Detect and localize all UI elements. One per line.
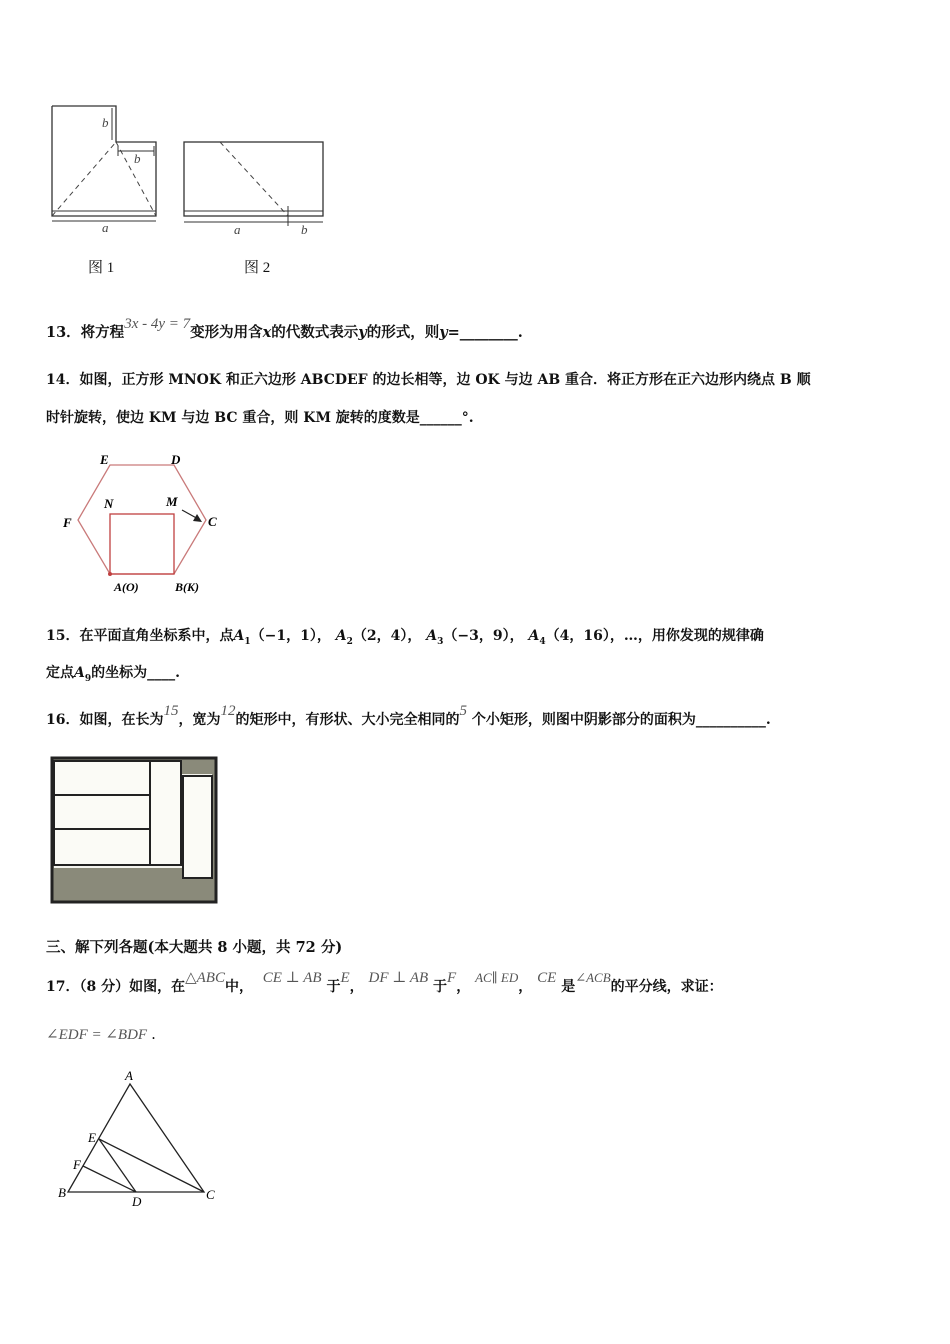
section-3-heading: 三、解下列各题(本大题共 8 小题，共 72 分) — [46, 939, 343, 956]
hex-label-C: C — [208, 514, 217, 529]
q17-parallel: AC∥ ED — [475, 970, 519, 985]
q15-A2: A — [335, 628, 347, 644]
tri-label-C: C — [206, 1187, 215, 1202]
fig1-label-a: a — [102, 220, 109, 235]
small-rect-3 — [54, 829, 150, 865]
q16-c: 的矩形中，有形状、大小完全相同的 — [235, 712, 460, 728]
hex-label-A: A(O) — [114, 580, 139, 594]
q17-proof: ∠EDF = ∠BDF — [46, 1027, 148, 1043]
figure-1 — [48, 100, 163, 240]
hexagon — [78, 465, 206, 574]
q15-num: 15．在平面直角坐标系中，点 — [46, 628, 234, 644]
question-15-line1 — [46, 626, 764, 652]
q13-text3: 的形式，则 — [366, 324, 440, 341]
small-rect-5 — [183, 776, 212, 878]
q15-p1: （−1，1）， — [250, 628, 331, 644]
q13-num: 13．将方程 — [46, 324, 125, 341]
tri-label-A: A — [125, 1068, 133, 1083]
question-16 — [46, 703, 771, 730]
hex-label-D: D — [171, 452, 181, 467]
hexagon-figure — [56, 450, 236, 600]
q13-blank: =________. — [447, 324, 523, 341]
tri-label-F: F — [73, 1157, 81, 1172]
q15-p4: （4，16），…，用你发现的规律确 — [545, 628, 764, 644]
q17-a: 17．（8 分）如图，在 — [46, 979, 186, 995]
q15-A4: A — [528, 628, 540, 644]
q17-dot: . — [151, 1025, 156, 1043]
q13-y: y — [358, 324, 367, 341]
q17-angle: ∠ACB — [575, 970, 611, 985]
q17-i: 的平分线，求证： — [610, 979, 723, 995]
q15-line2b: 的坐标为____. — [91, 665, 181, 681]
q16-a: 16．如图，在长为 — [46, 712, 164, 728]
q17-CE: CE — [537, 970, 557, 986]
q16-5: 5 — [459, 703, 467, 719]
q17-g: ， — [518, 979, 533, 995]
rectangle-figure — [50, 756, 220, 906]
hex-label-F: F — [63, 515, 72, 530]
q13-text: 变形为用含 — [190, 324, 263, 341]
q13-equation: 3x - 4y = 7 — [124, 316, 191, 332]
q16-15: 15 — [163, 703, 179, 719]
q15-sub1: 1 — [244, 636, 251, 647]
q15-p2: （2，4）， — [352, 628, 422, 644]
tri-label-E: E — [88, 1130, 96, 1145]
fig1-label-b: b — [102, 115, 109, 130]
triangle-figure — [52, 1066, 227, 1214]
q15-line2a: 定点 — [46, 665, 74, 681]
hex-label-N: N — [104, 496, 114, 511]
figure-2 — [180, 136, 330, 240]
segment-ED — [99, 1139, 136, 1192]
q17-b: 中， — [224, 979, 253, 995]
fig2-label-b: b — [301, 222, 308, 237]
q17-e: 于 — [433, 979, 448, 995]
question-13 — [46, 316, 523, 343]
q17-proof-statement — [46, 1024, 156, 1045]
q13-x: x — [262, 324, 272, 341]
q15-sub9: 9 — [84, 673, 92, 684]
hex-label-B: B(K) — [175, 580, 199, 594]
question-14-line1: 14．如图，正方形 MNOK 和正六边形 ABCDEF 的边长相等，边 OK 与边 AB 重合．将正方形在正六边形内绕点 B 顺 — [46, 372, 811, 388]
segment-FD — [83, 1166, 136, 1192]
hex-label-M: M — [166, 494, 178, 509]
square — [110, 514, 174, 574]
q15-A3: A — [426, 628, 438, 644]
q17-df-perp: DF ⊥ AB — [368, 970, 429, 986]
q15-A9: A — [74, 665, 85, 681]
figure-1-caption: 图 1 — [88, 260, 115, 276]
small-rect-4 — [150, 761, 181, 865]
q17-d: ， — [349, 979, 364, 995]
fig1-label-b2: b — [134, 151, 141, 166]
q17-ce-perp: CE ⊥ AB — [262, 970, 322, 986]
question-17 — [46, 970, 723, 997]
tri-label-B: B — [58, 1185, 66, 1200]
small-rect-1 — [54, 761, 150, 795]
q17-h: 是 — [561, 979, 576, 995]
q13-text2: 的代数式表示 — [271, 324, 359, 341]
q15-p3: （−3，9）， — [443, 628, 524, 644]
question-15-line2 — [46, 663, 180, 689]
q15-sub2: 2 — [346, 636, 353, 647]
fig2-label-a: a — [234, 222, 241, 237]
q17-F: F — [447, 970, 457, 986]
q16-12: 12 — [220, 703, 236, 719]
small-rect-2 — [54, 795, 150, 829]
q15-sub4: 4 — [539, 636, 546, 647]
q15-A1: A — [233, 628, 245, 644]
question-14-line2: 时针旋转，使边 KM 与边 BC 重合，则 KM 旋转的度数是______°. — [46, 410, 474, 426]
figure-2-caption: 图 2 — [244, 260, 271, 276]
tri-label-D: D — [132, 1194, 142, 1209]
q16-b: ，宽为 — [178, 712, 221, 728]
q13-y2: y — [439, 324, 448, 341]
segment-EC — [99, 1139, 204, 1192]
q15-sub3: 3 — [437, 636, 444, 647]
hex-label-E: E — [100, 452, 109, 467]
q17-triangle: △ABC — [185, 970, 225, 986]
q17-f: ， — [456, 979, 471, 995]
q16-d: 个小矩形，则图中阴影部分的面积为__________. — [471, 712, 771, 728]
q17-c: 于 — [326, 979, 341, 995]
q17-E: E — [340, 970, 350, 986]
